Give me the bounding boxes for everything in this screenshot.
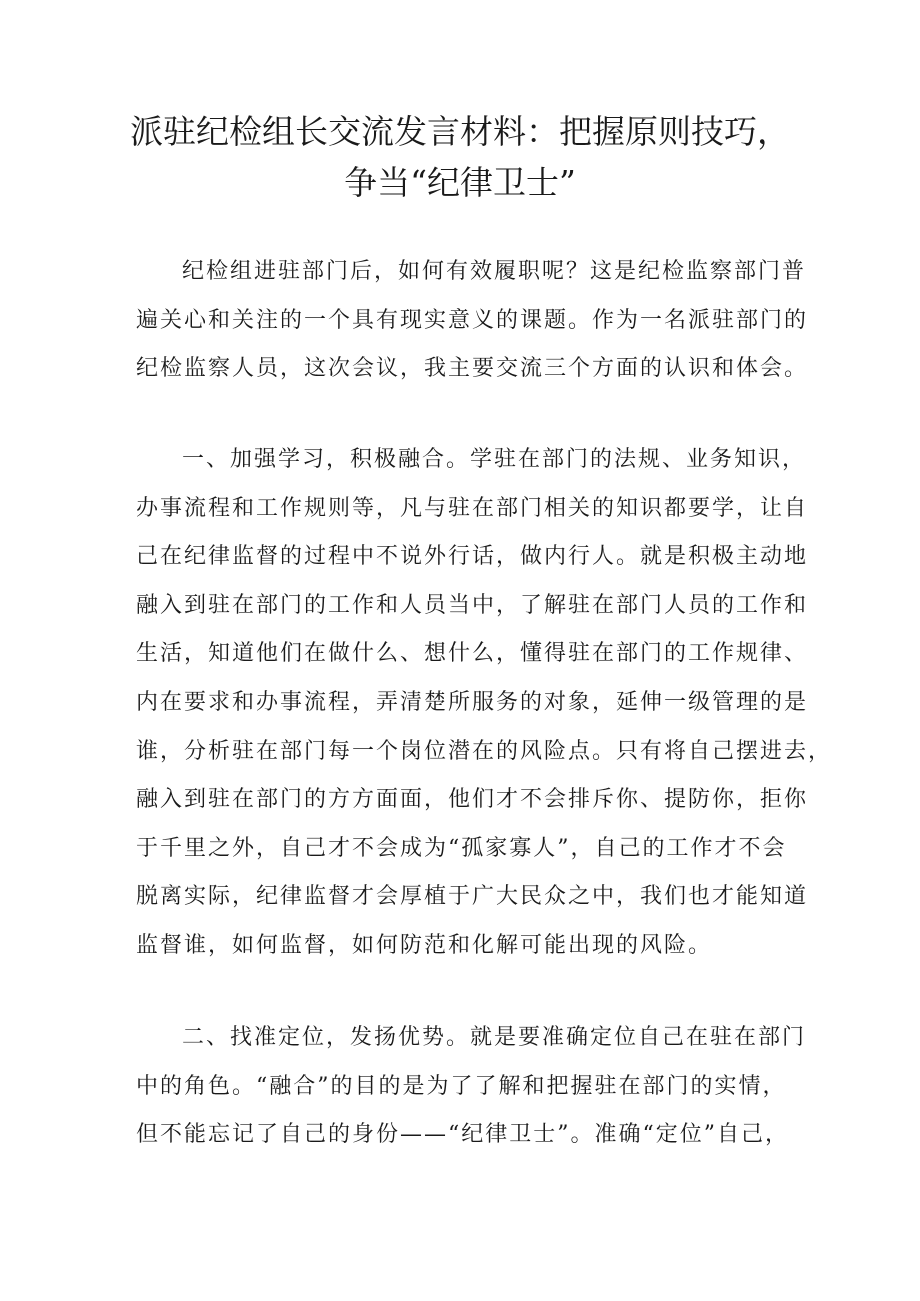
paragraph-line: 纪检监察人员，这次会议，我主要交流三个方面的认识和体会。 xyxy=(136,356,809,382)
paragraph-section-2 xyxy=(136,1014,807,1160)
paragraph-line: 一、加强学习，积极融合。学驻在部门的法规、业务知识， xyxy=(182,447,807,472)
paragraph-line: 己在纪律监督的过程中不说外行话，做内行人。就是积极主动地 xyxy=(136,544,809,570)
paragraph-line: 但不能忘记了自己的身份——“纪律卫士”。准确“定位”自己， xyxy=(136,1122,789,1148)
paragraph-line: 中的角色。“融合”的目的是为了了解和把握驻在部门的实情， xyxy=(136,1073,787,1099)
paragraph-line: 融入到驻在部门的方方面面，他们才不会排斥你、提防你，拒你 xyxy=(136,787,809,813)
paragraph-line: 于千里之外，自己才不会成为“孤家寡人”，自己的工作才不会 xyxy=(136,835,787,861)
paragraph-line: 纪检组进驻部门后，如何有效履职呢？这是纪检监察部门普 xyxy=(182,259,807,284)
document-title-line-2: 争当“纪律卫士” xyxy=(344,163,576,202)
paragraph-section-1 xyxy=(136,436,833,971)
paragraph-line: 融入到驻在部门的工作和人员当中，了解驻在部门人员的工作和 xyxy=(136,592,809,618)
paragraph-line: 二、找准定位，发扬优势。就是要准确定位自己在驻在部门 xyxy=(182,1025,807,1050)
paragraph-line: 生活，知道他们在做什么、想什么，懂得驻在部门的工作规律、 xyxy=(136,641,809,667)
paragraph-line: 谁，分析驻在部门每一个岗位潜在的风险点。只有将自己摆进去， xyxy=(136,738,833,764)
paragraph-line: 办事流程和工作规则等，凡与驻在部门相关的知识都要学，让自 xyxy=(136,495,809,521)
paragraph-intro xyxy=(136,248,809,394)
paragraph-line: 内在要求和办事流程，弄清楚所服务的对象，延伸一级管理的是 xyxy=(136,689,809,715)
document-title-line-1: 派驻纪检组长交流发言材料：把握原则技巧， xyxy=(130,112,790,151)
paragraph-line: 监督谁，如何监督，如何防范和化解可能出现的风险。 xyxy=(136,932,713,958)
paragraph-line: 遍关心和关注的一个具有现实意义的课题。作为一名派驻部门的 xyxy=(136,307,809,333)
paragraph-line: 脱离实际，纪律监督才会厚植于广大民众之中，我们也才能知道 xyxy=(136,884,809,910)
